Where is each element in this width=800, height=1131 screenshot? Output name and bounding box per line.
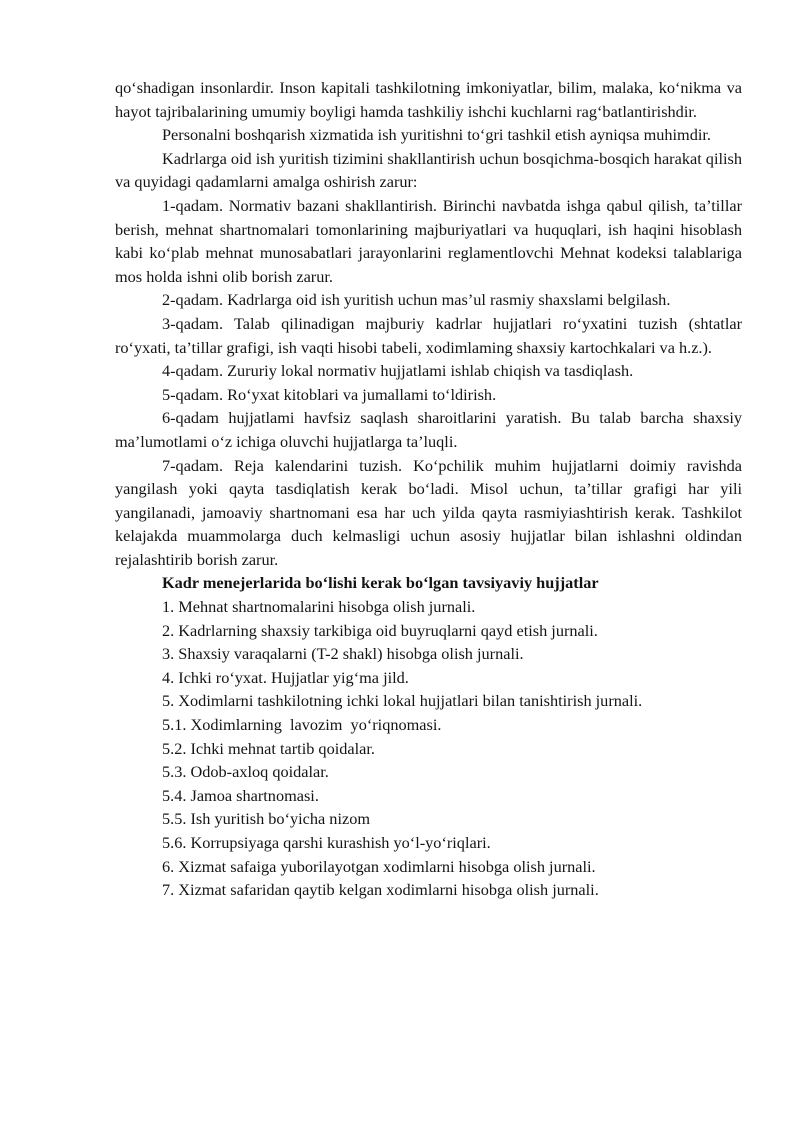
list-item: 5.1. Xodimlarning lavozim yo‘riqnomasi. <box>162 715 442 735</box>
paragraph-step-3: 3-qadam. Talab qilinadigan majburiy kadrlar hujjatlari ro‘yxatini tuzish (shtatlar ro‘yxati, ta’tillar grafigi, ish vaqti hisobi tabeli, xodimlaming shaxsiy kartochkalari va h.z.). <box>115 313 742 357</box>
list-item: 1. Mehnat shartnomalarini hisobga olish jurnali. <box>162 597 476 617</box>
list-item: 7. Xizmat safaridan qaytib kelgan xodimlarni hisobga olish jurnali. <box>162 880 599 900</box>
paragraph-personnel-management: Personalni boshqarish xizmatida ish yuritishni to‘gri tashkil etish ayniqsa muhimdir. <box>162 125 711 145</box>
paragraph-step-6: 6-qadam hujjatlami havfsiz saqlash sharoitlarini yaratish. Bu talab barcha shaxsiy ma’lumotlami o‘z ichiga oluvchi hujjatlarga ta’luqli. <box>115 408 742 451</box>
paragraph-system-steps-intro: Kadrlarga oid ish yuritish tizimini shakllantirish uchun bosqichma-bosqich harakat qilish va quyidagi qadamlarni amalga oshirish zarur: <box>115 148 742 192</box>
paragraph-step-7: 7-qadam. Reja kalendarini tuzish. Ko‘pchilik muhim hujjatlarni doimiy ravishda yangilash yoki qayta tasdiqlatish kerak bo‘ladi. Misol uchun, ta’tillar grafigi har yili yangilanadi, jamoaviy shartnomani esa har uch yilda qayta rasmiyiashtirish kerak. Tashkilot kelajakda muammolarga duch kelmasligi uchun asosiy hujjatlar bilan ishlashni oldindan rejalashtirib borish zarur. <box>115 455 742 569</box>
list-item: 5. Xodimlarni tashkilotning ichki lokal hujjatlari bilan tanishtirish jurnali. <box>162 691 643 711</box>
list-item: 3. Shaxsiy varaqalarni (T-2 shakl) hisobga olish jurnali. <box>162 644 524 664</box>
list-item: 5.4. Jamoa shartnomasi. <box>162 785 319 805</box>
document-page <box>115 76 742 902</box>
section-heading: Kadr menejerlarida bo‘lishi kerak bo‘lgan tavsiyaviy hujjatlar <box>162 573 599 593</box>
recommended-documents-list <box>115 595 742 902</box>
list-item: 2. Kadrlarning shaxsiy tarkibiga oid buyruqlarni qayd etish jurnali. <box>162 620 598 640</box>
paragraph-step-4: 4-qadam. Zururiy lokal normativ hujjatlami ishlab chiqish va tasdiqlash. <box>162 361 634 381</box>
list-item: 5.6. Korrupsiyaga qarshi kurashish yo‘l-yo‘riqlari. <box>162 833 491 852</box>
list-item: 5.5. Ish yuritish bo‘yicha nizom <box>162 809 371 829</box>
list-item: 5.2. Ichki mehnat tartib qoidalar. <box>162 738 375 758</box>
paragraph-step-5: 5-qadam. Ro‘yxat kitoblari va jumallami to‘ldirish. <box>162 384 497 404</box>
paragraph-step-2: 2-qadam. Kadrlarga oid ish yuritish uchun mas’ul rasmiy shaxslami belgilash. <box>162 290 671 310</box>
list-item: 6. Xizmat safaiga yuborilayotgan xodimlarni hisobga olish jurnali. <box>162 856 596 876</box>
list-item: 5.3. Odob-axloq qoidalar. <box>162 762 329 782</box>
list-item: 4. Ichki ro‘yxat. Hujjatlar yig‘ma jild. <box>162 667 409 687</box>
paragraph-intro-continuation: qo‘shadigan insonlardir. Inson kapitali tashkilotning imkoniyatlar, bilim, malaka, ko‘nikma va hayot tajribalarining umumiy boyligi hamda tashkiliy ishchi kuchlarni rag‘batlantirishdir. <box>115 78 742 121</box>
paragraph-step-1: 1-qadam. Normativ bazani shakllantirish. Birinchi navbatda ishga qabul qilish, ta’tillar berish, mehnat shartnomalari tomonlarining majburiyatlari va huquqlari, ish haqini hisoblash kabi ko‘plab mehnat munosabatlari jarayonlarini reglamentlovchi Mehnat kodeksi talablariga mos holda ishni olib borish zarur. <box>115 195 742 286</box>
